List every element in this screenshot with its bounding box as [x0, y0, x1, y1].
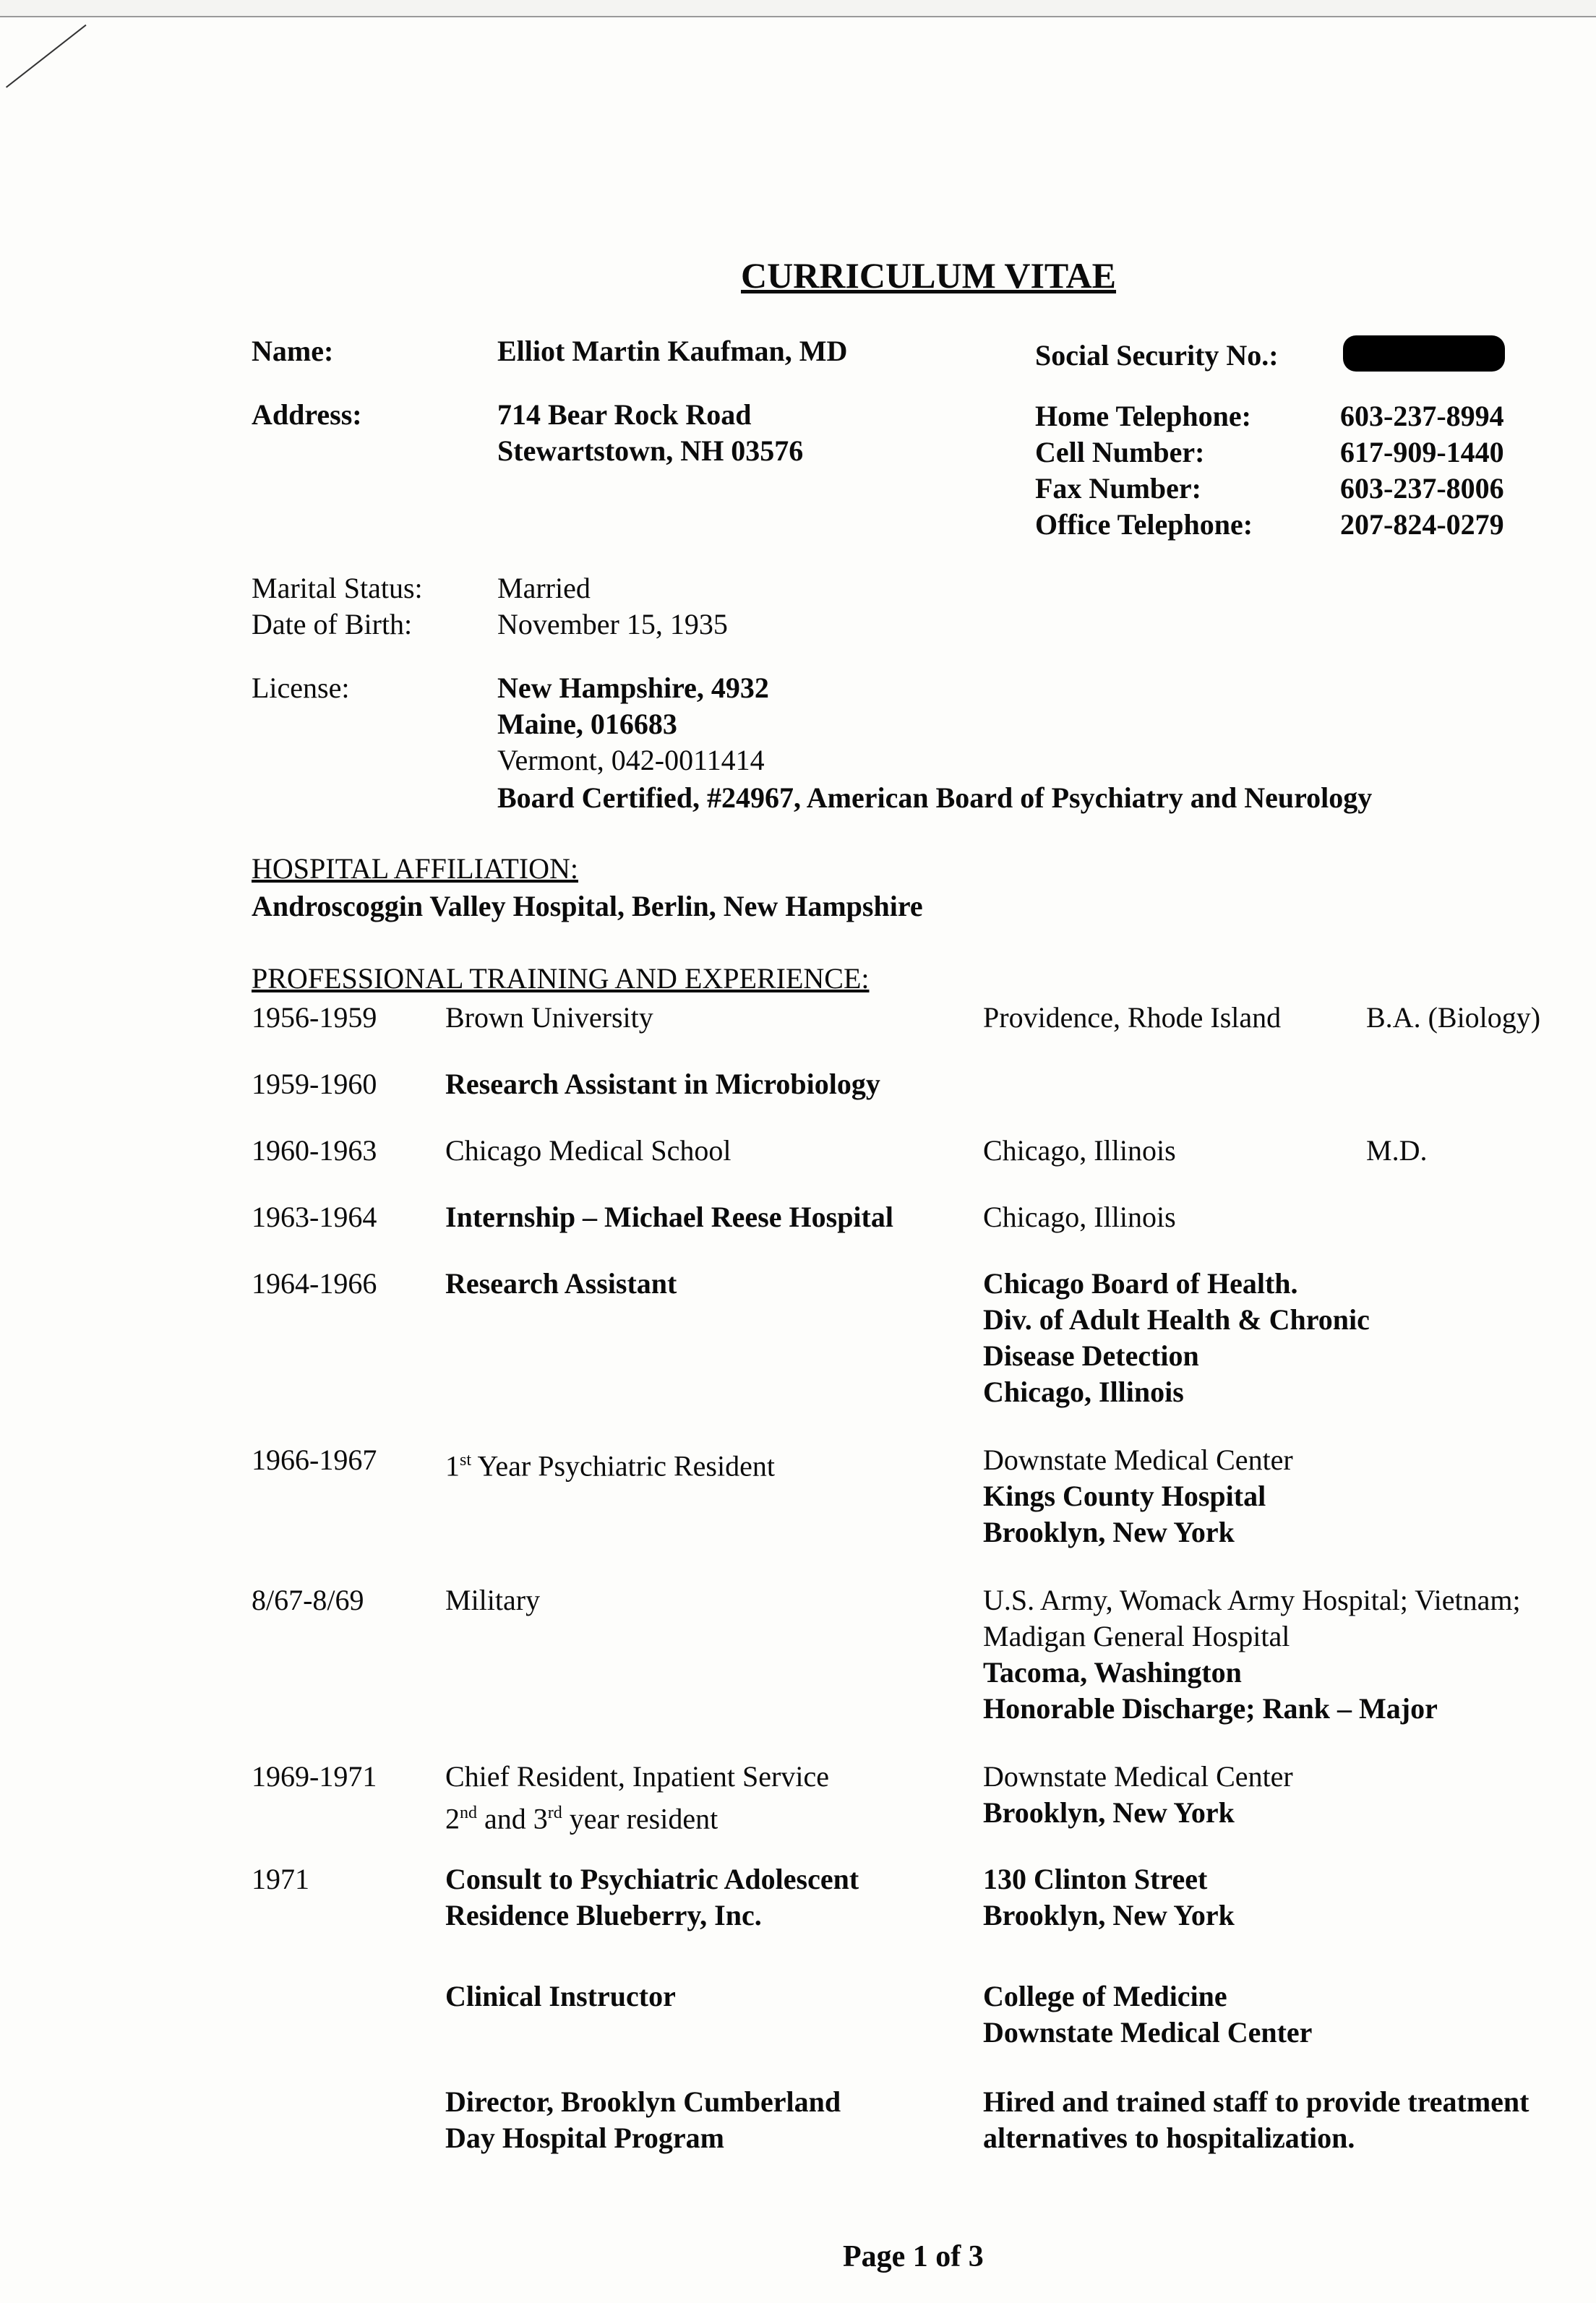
- scan-top-edge: [0, 0, 1596, 17]
- row-role: Director, Brooklyn Cumberland: [445, 2085, 841, 2118]
- row-years: 1960-1963: [252, 1134, 377, 1167]
- row-degree: M.D.: [1366, 1134, 1428, 1167]
- ssn-label: Social Security No.:: [1035, 339, 1279, 372]
- hospital-value: Androscoggin Valley Hospital, Berlin, New Hampshire: [252, 890, 923, 922]
- row-place: Chicago, Illinois: [983, 1201, 1176, 1233]
- row-place: Brooklyn, New York: [983, 1796, 1235, 1829]
- row-years: 1963-1964: [252, 1201, 377, 1233]
- row-place: Downstate Medical Center: [983, 1760, 1293, 1793]
- board-certification: Board Certified, #24967, American Board of Psychiatry and Neurology: [497, 781, 1373, 814]
- redaction-bar: [1343, 335, 1505, 372]
- marital-value: Married: [497, 572, 591, 604]
- row-role: Clinical Instructor: [445, 1980, 676, 2012]
- row-place: Chicago Board of Health.: [983, 1267, 1298, 1300]
- row-years: 1959-1960: [252, 1068, 377, 1100]
- row-place: Kings County Hospital: [983, 1480, 1266, 1512]
- row-place: Chicago, Illinois: [983, 1376, 1184, 1408]
- dob-value: November 15, 1935: [497, 608, 728, 640]
- row-role: Chief Resident, Inpatient Service: [445, 1760, 829, 1793]
- row-role: Military: [445, 1584, 541, 1616]
- row-years: 8/67-8/69: [252, 1584, 364, 1616]
- marital-label: Marital Status:: [252, 572, 423, 604]
- row-place: Brooklyn, New York: [983, 1899, 1235, 1931]
- row-role: Brown University: [445, 1001, 653, 1034]
- home-phone-value: 603-237-8994: [1340, 400, 1504, 432]
- row-place: Honorable Discharge; Rank – Major: [983, 1692, 1438, 1725]
- row-years: 1971: [252, 1863, 309, 1895]
- name-value: Elliot Martin Kaufman, MD: [497, 335, 848, 367]
- office-phone-value: 207-824-0279: [1340, 508, 1504, 541]
- row-role: Day Hospital Program: [445, 2122, 724, 2154]
- address-line2: Stewartstown, NH 03576: [497, 434, 804, 467]
- row-role: 1st Year Psychiatric Resident: [445, 1449, 775, 1483]
- row-role: Consult to Psychiatric Adolescent: [445, 1863, 859, 1895]
- pen-mark: [6, 25, 87, 88]
- office-phone-label: Office Telephone:: [1035, 508, 1253, 541]
- row-years: 1969-1971: [252, 1760, 377, 1793]
- row-place: Disease Detection: [983, 1339, 1199, 1372]
- row-place: Div. of Adult Health & Chronic: [983, 1303, 1370, 1336]
- row-role: Research Assistant in Microbiology: [445, 1068, 880, 1100]
- license-nh: New Hampshire, 4932: [497, 672, 769, 704]
- row-role: Chicago Medical School: [445, 1134, 732, 1167]
- row-place: College of Medicine: [983, 1980, 1227, 2012]
- license-vt: Vermont, 042-0011414: [497, 744, 765, 776]
- address-line1: 714 Bear Rock Road: [497, 398, 752, 431]
- row-place: alternatives to hospitalization.: [983, 2122, 1355, 2154]
- row-place: Downstate Medical Center: [983, 2016, 1313, 2049]
- row-role: Internship – Michael Reese Hospital: [445, 1201, 893, 1233]
- row-place: Downstate Medical Center: [983, 1444, 1293, 1476]
- cell-label: Cell Number:: [1035, 436, 1205, 468]
- row-place: Madigan General Hospital: [983, 1620, 1290, 1652]
- document-title: CURRICULUM VITAE: [741, 255, 1117, 296]
- name-label: Name:: [252, 335, 334, 367]
- hospital-heading: HOSPITAL AFFILIATION:: [252, 852, 578, 885]
- row-role: Residence Blueberry, Inc.: [445, 1899, 762, 1931]
- row-role: 2nd and 3rd year resident: [445, 1802, 718, 1835]
- cell-value: 617-909-1440: [1340, 436, 1504, 468]
- home-phone-label: Home Telephone:: [1035, 400, 1251, 432]
- row-place: Hired and trained staff to provide treatment: [983, 2085, 1530, 2118]
- training-heading: PROFESSIONAL TRAINING AND EXPERIENCE:: [252, 962, 870, 995]
- row-place: 130 Clinton Street: [983, 1863, 1208, 1895]
- row-years: 1956-1959: [252, 1001, 377, 1034]
- address-label: Address:: [252, 398, 362, 431]
- row-place: Chicago, Illinois: [983, 1134, 1176, 1167]
- row-degree: B.A. (Biology): [1366, 1001, 1541, 1034]
- page-footer: Page 1 of 3: [843, 2240, 984, 2273]
- row-place: Providence, Rhode Island: [983, 1001, 1282, 1034]
- row-years: 1966-1967: [252, 1444, 377, 1476]
- fax-value: 603-237-8006: [1340, 472, 1504, 505]
- dob-label: Date of Birth:: [252, 608, 413, 640]
- row-place: U.S. Army, Womack Army Hospital; Vietnam;: [983, 1584, 1521, 1616]
- license-me: Maine, 016683: [497, 708, 677, 740]
- row-years: 1964-1966: [252, 1267, 377, 1300]
- row-role: Research Assistant: [445, 1267, 677, 1300]
- license-label: License:: [252, 672, 350, 704]
- row-place: Tacoma, Washington: [983, 1656, 1242, 1689]
- row-place: Brooklyn, New York: [983, 1516, 1235, 1548]
- fax-label: Fax Number:: [1035, 472, 1201, 505]
